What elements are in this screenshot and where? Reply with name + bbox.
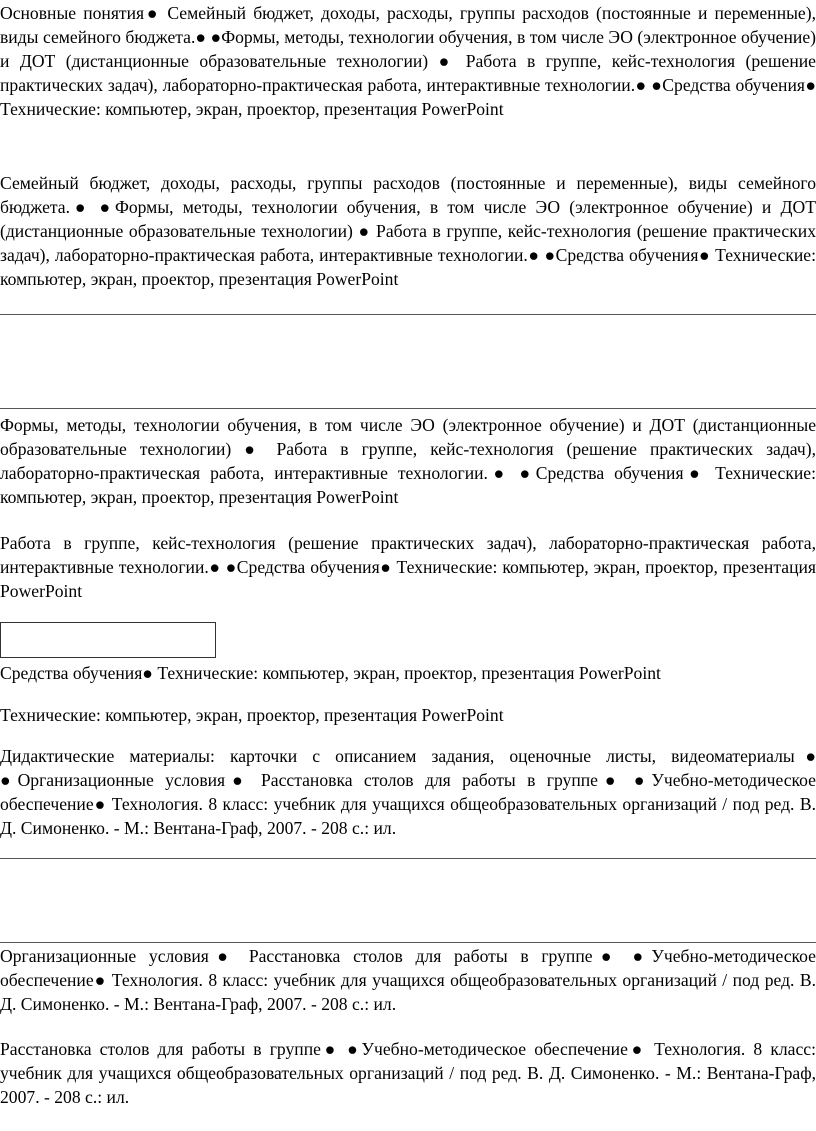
paragraph-5: Средства обучения● Технические: компьютер, экран, проектор, презентация PowerPoint xyxy=(0,663,661,683)
paragraph-8: Организационные условия● Расстановка столов для работы в группе● ●Учебно-методическое обеспечение● Технология. 8 класс: учебник для учащихся общеобразовательных организаций / под ред. В. Д. Симоненко. - М.: Вентана-Граф, 2007. - 208 с.: ил. xyxy=(0,946,816,1014)
paragraph-1: Основные понятия● Семейный бюджет, доходы, расходы, группы расходов (постоянные и переменные), виды семейного бюджета.● ●Формы, методы, технологии обучения, в том числе ЭО (электронное обучение) и ДОТ (дистанционные образовательные технологии) ● Работа в группе, кейс-технология (решение практических задач), лабораторно-практическая работа, интерактивные технологии.● ●Средства обучения● Технические: компьютер, экран, проектор, презентация PowerPoint xyxy=(0,3,816,119)
paragraph-4: Работа в группе, кейс-технология (решение практических задач), лабораторно-практическая работа, интерактивные технологии.● ●Средства обучения● Технические: компьютер, экран, проектор, презентация PowerPoint xyxy=(0,533,816,601)
divider-1 xyxy=(0,314,816,315)
divider-4 xyxy=(0,942,816,943)
empty-frame xyxy=(0,622,216,658)
divider-3 xyxy=(0,858,816,859)
paragraph-7: Дидактические материалы: карточки с описанием задания, оценочные листы, видеоматериалы● ●Организационные условия● Расстановка столов для работы в группе● ●Учебно-методическое обеспечение● Технология. 8 класс: учебник для учащихся общеобразовательных организаций / под ред. В. Д. Симоненко. - М.: Вентана-Граф, 2007. - 208 с.: ил. xyxy=(0,746,816,838)
divider-2 xyxy=(0,408,816,409)
paragraph-2: Семейный бюджет, доходы, расходы, группы расходов (постоянные и переменные), виды семейного бюджета.● ●Формы, методы, технологии обучения, в том числе ЭО (электронное обучение) и ДОТ (дистанционные образовательные технологии) ● Работа в группе, кейс-технология (решение практических задач), лабораторно-практическая работа, интерактивные технологии.● ●Средства обучения● Технические: компьютер, экран, проектор, презентация PowerPoint xyxy=(0,173,816,289)
paragraph-6: Технические: компьютер, экран, проектор, презентация PowerPoint xyxy=(0,705,504,725)
paragraph-3: Формы, методы, технологии обучения, в том числе ЭО (электронное обучение) и ДОТ (дистанционные образовательные технологии) ● Работа в группе, кейс-технология (решение практических задач), лабораторно-практическая работа, интерактивные технологии.● ●Средства обучения● Технические: компьютер, экран, проектор, презентация PowerPoint xyxy=(0,415,816,507)
paragraph-9: Расстановка столов для работы в группе● ●Учебно-методическое обеспечение● Технология. 8 класс: учебник для учащихся общеобразовательных организаций / под ред. В. Д. Симоненко. - М.: Вентана-Граф, 2007. - 208 с.: ил. xyxy=(0,1039,816,1107)
